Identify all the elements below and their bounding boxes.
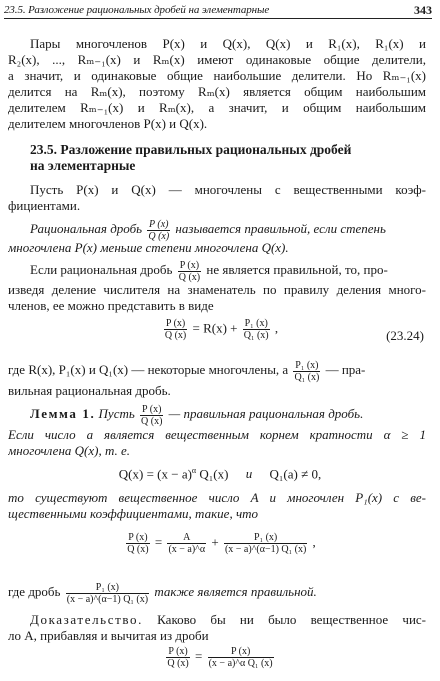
fraction-p1-over-xa-q1	[224, 532, 307, 555]
conclusion-text: где дробь	[8, 584, 61, 599]
denominator: Q (x)	[167, 658, 189, 669]
proof-line: ло A, прибавляя и вычитая из дроби	[8, 628, 209, 643]
fraction-p-over-q	[140, 404, 163, 427]
para1-line: R₂(x), ..., Rₘ₋₁(x) и Rₘ(x) имеют одинаковые общие делители,	[8, 52, 426, 67]
denominator: (x − a)^α Q₁ (x)	[208, 658, 273, 669]
running-header	[4, 4, 432, 19]
equation-text: ,	[274, 320, 279, 336]
lemma-text: — правильная рациональная дробь.	[168, 406, 364, 421]
page-number: 343	[414, 3, 432, 17]
proof-label: Доказательство.	[30, 612, 143, 627]
para1-line: делится на Rₘ(x), поэтому Rₘ(x) является общим наибольшим	[8, 84, 426, 99]
denominator: (x − a)^(α−1) Q₁ (x)	[66, 593, 149, 605]
lemma-line: Если число a является вещественным корнем кратности α ≥ 1	[8, 427, 426, 442]
denominator: Q (x)	[148, 230, 170, 242]
plus-sign: +	[211, 534, 219, 550]
definition-text: Рациональная дробь	[30, 221, 143, 236]
numerator: P (x)	[126, 532, 149, 544]
lemma-label: Лемма 1.	[30, 406, 96, 421]
equation-23-24	[0, 318, 440, 341]
lemma-line: многочлена Q(x), т. е.	[8, 443, 131, 458]
numerator: P (x)	[178, 260, 201, 272]
denominator: Q₁ (x)	[243, 330, 269, 341]
where-line	[8, 356, 426, 384]
fraction-p-over-q	[126, 532, 149, 555]
section-title: 23.5. Разложение правильных рациональных дробей	[30, 142, 352, 157]
fraction-p-over-q	[147, 219, 170, 242]
numerator: P (x)	[208, 646, 274, 658]
exponent-alpha: α	[191, 466, 197, 475]
fraction-p-over-q	[164, 318, 187, 341]
equation-text: и	[245, 466, 253, 482]
exists-line: щественными коэффициентами, такие, что	[8, 506, 259, 521]
where-text: где R(x), P₁(x) и Q₁(x) — некоторые многочлены, а	[8, 362, 289, 377]
equation-text: Q(x) = (x − a)	[118, 466, 192, 482]
denominator: Q (x)	[141, 415, 163, 427]
para1-line: делителем Rₘ₋₁(x) и Rₘ(x), а значит, и общим наибольшим	[8, 100, 426, 115]
para1-line: а значит, и одинаковые общие наибольшие делители. Но Rₘ₋₁(x)	[8, 68, 426, 83]
numerator: A	[167, 532, 206, 544]
numerator: P₁ (x)	[224, 532, 307, 544]
section-title: на элементарные	[30, 158, 136, 173]
numerator: P₁ (x)	[66, 582, 149, 594]
denominator: Q (x)	[164, 330, 187, 341]
intro-line: Пусть P(x) и Q(x) — многочлены с вещественными коэф-	[30, 182, 426, 197]
equation-final	[0, 646, 440, 669]
denominator: (x − a)^(α−1) Q₁ (x)	[224, 544, 307, 555]
definition-text: называется правильной, если степень	[175, 221, 386, 236]
fraction-p-over-q	[178, 260, 201, 283]
numerator: P (x)	[166, 646, 189, 658]
equation-number: (23.24)	[386, 328, 424, 343]
equation-text: ,	[312, 534, 316, 550]
division-line: изведя деление числителя на знаменатель по правилу деления много-	[8, 282, 426, 297]
running-header-title: 23.5. Разложение рациональных дробей на элементарные	[4, 4, 270, 16]
conclusion-text: также является правильной.	[154, 584, 317, 599]
equation-decomposition	[0, 532, 440, 555]
conclusion-line	[8, 578, 426, 606]
division-line: членов, ее можно представить в виде	[8, 298, 214, 313]
denominator: Q (x)	[127, 544, 149, 555]
where-line: вильная рациональная дробь.	[8, 383, 171, 398]
para1-line: делителем многочленов P(x) и Q(x).	[8, 116, 208, 131]
equals-sign: =	[195, 648, 203, 664]
lemma-text: Пусть	[98, 406, 135, 421]
equation-text: Q₁(a) ≠ 0,	[269, 466, 322, 482]
proof-line	[30, 612, 426, 627]
denominator: Q (x)	[178, 271, 201, 283]
intro-line: фициентами.	[8, 198, 81, 213]
where-text: — пра-	[325, 362, 366, 377]
definition-line: многочлена P(x) меньше степени многочлена Q(x).	[8, 240, 289, 255]
equals-sign: =	[154, 534, 163, 550]
numerator: P (x)	[164, 318, 187, 330]
division-line	[30, 256, 426, 284]
proof-text: Каково бы ни было вещественное чис-	[157, 612, 426, 627]
numerator: P₁ (x)	[244, 318, 268, 329]
fraction-p1-over-q1	[243, 318, 270, 341]
equation-text: = R(x) +	[192, 320, 238, 336]
numerator: P₁ (x)	[295, 359, 319, 371]
para1-line: Пары многочленов P(x) и Q(x), Q(x) и R₁(x), R₁(x) и	[30, 36, 426, 51]
numerator: P (x)	[148, 218, 169, 230]
denominator: Q₁ (x)	[294, 371, 320, 383]
fraction-a-over-xa-alpha	[167, 532, 206, 555]
division-text: Если рациональная дробь	[30, 262, 173, 277]
numerator: P (x)	[140, 404, 163, 416]
denominator: (x − a)^α	[168, 544, 206, 555]
fraction-p1-over-q1	[293, 360, 320, 383]
division-text: не является правильной, то, про-	[206, 262, 388, 277]
equation-root-multiplicity	[0, 466, 440, 482]
fraction-p1-over-xa-q1	[66, 582, 149, 605]
fraction-p-over-q	[166, 646, 189, 669]
exists-line: то существуют вещественное число A и многочлен P₁(x) с ве-	[8, 490, 426, 505]
equation-text: Q₁(x)	[199, 466, 229, 482]
lemma-line	[30, 400, 426, 428]
fraction-p-over-xa-q1	[208, 646, 274, 669]
